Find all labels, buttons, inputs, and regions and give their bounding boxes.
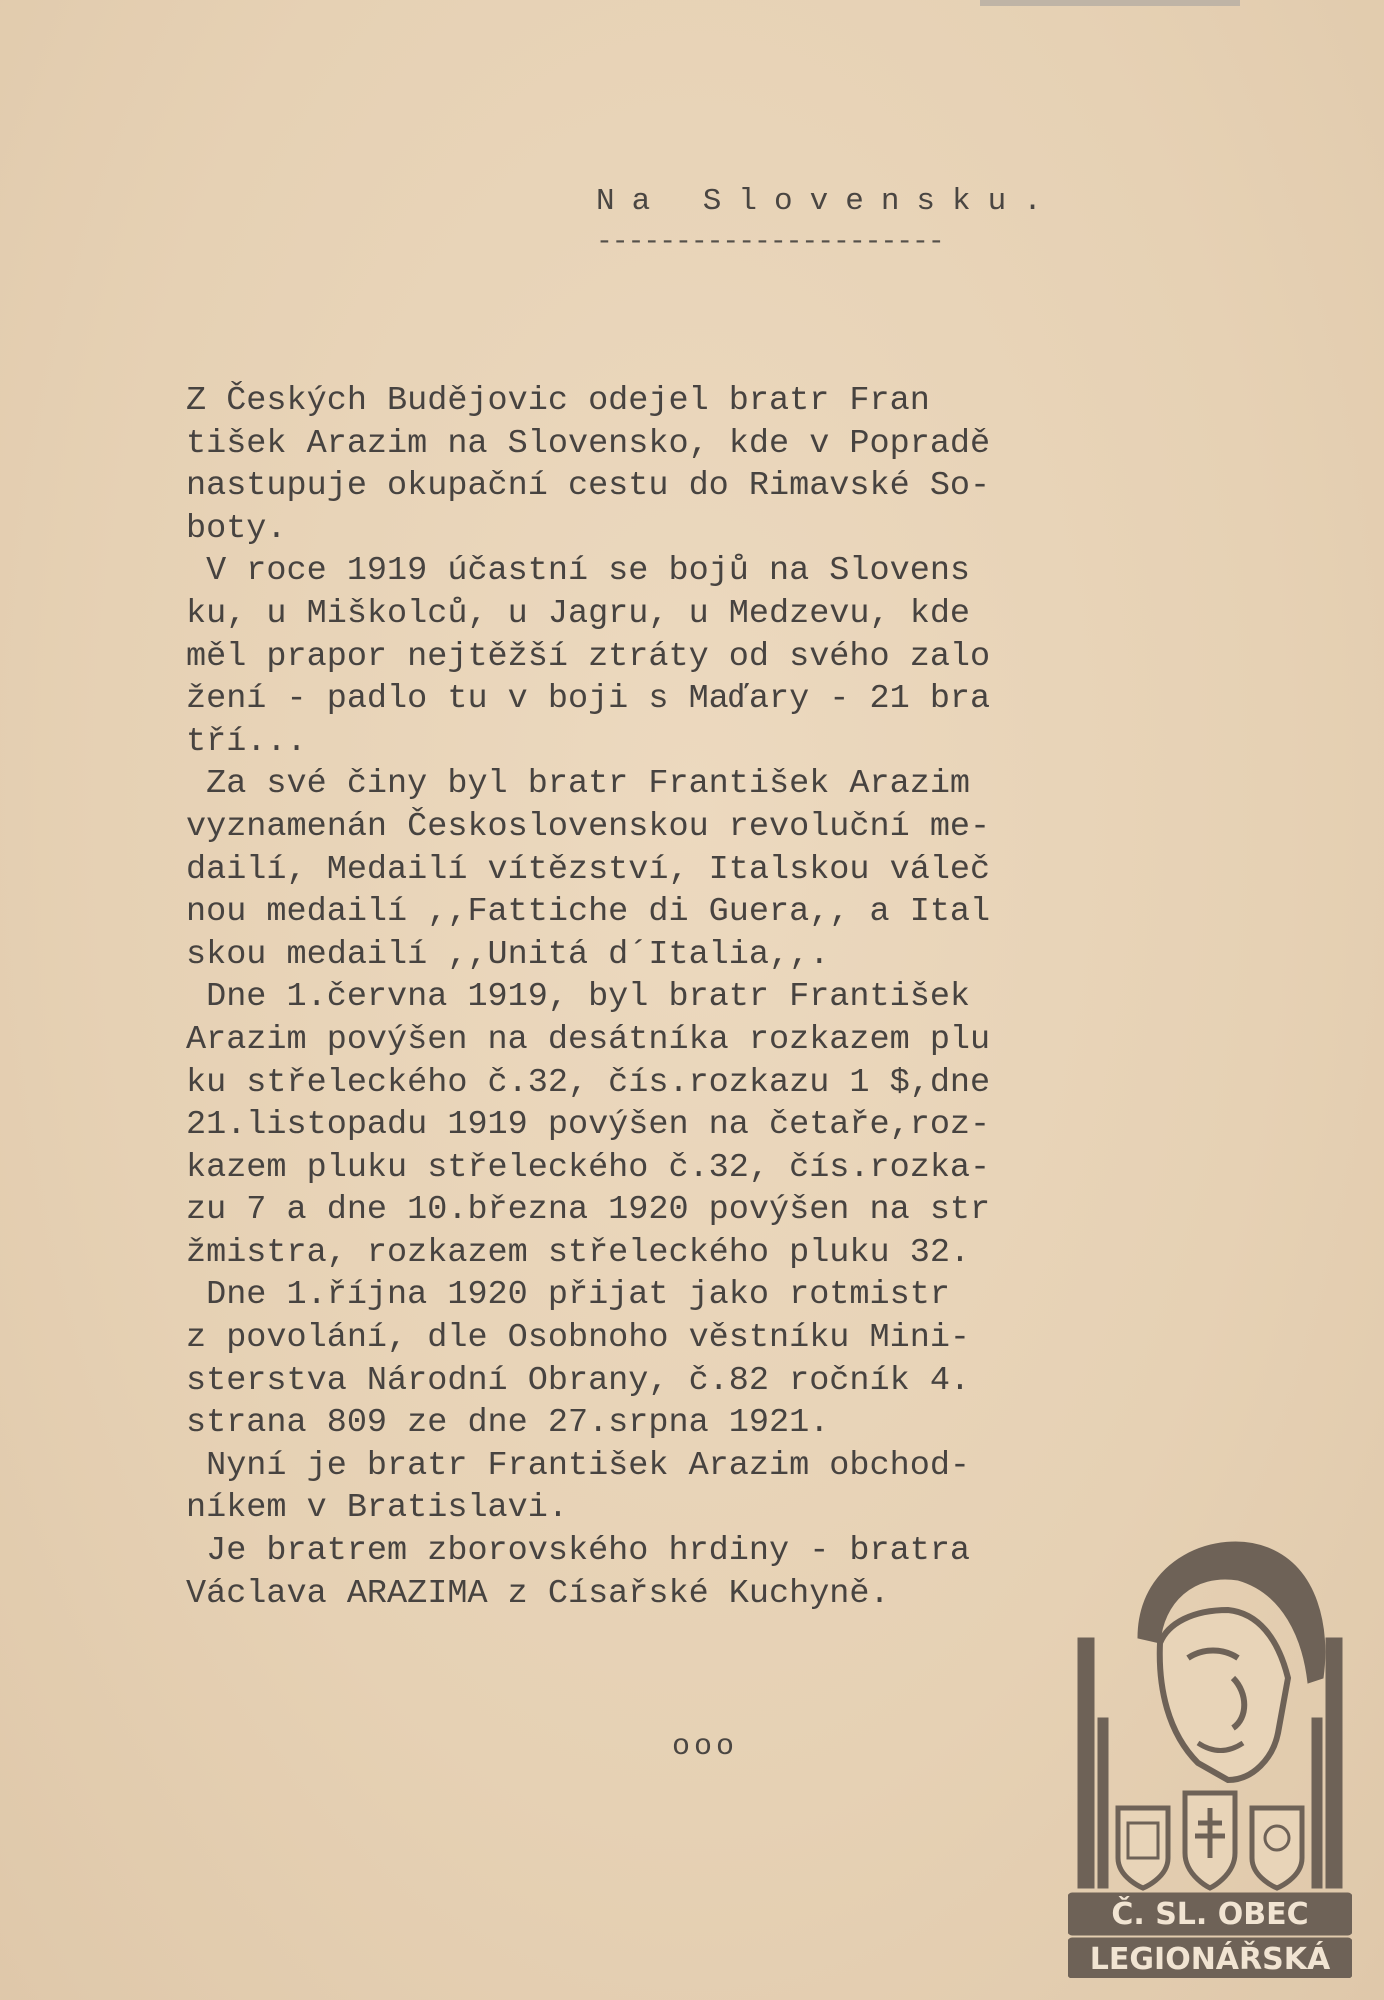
body-line: skou medailí ,,Unitá d´Italia,,. xyxy=(186,935,830,974)
body-line: kazem pluku střeleckého č.32, čís.rozka- xyxy=(186,1148,991,1187)
body-line: níkem v Bratislavi. xyxy=(186,1489,568,1528)
body-line: Arazim povýšen na desátníka rozkazem plu xyxy=(186,1020,991,1059)
body-line: strana 809 ze dne 27.srpna 1921. xyxy=(186,1404,830,1443)
page-title: Na Slovensku. xyxy=(596,184,1059,219)
stamp-text-top: Č. SL. OBEC xyxy=(1111,1897,1309,1932)
body-line: sterstva Národní Obrany, č.82 ročník 4. xyxy=(186,1361,971,1400)
body-line: nou medailí ,,Fattiche di Guera,, a Ital xyxy=(186,893,991,932)
body-line: tří... xyxy=(186,722,307,761)
body-line: Je bratrem zborovského hrdiny - bratra xyxy=(186,1532,971,1571)
body-line: Václava ARAZIMA z Císařské Kuchyně. xyxy=(186,1574,890,1613)
body-line: vyznamenán Československou revoluční me- xyxy=(186,807,991,846)
body-line: měl prapor nejtěžší ztráty od svého zalo xyxy=(186,637,991,676)
body-line: V roce 1919 účastní se bojů na Slovens xyxy=(186,552,971,591)
body-line: Nyní je bratr František Arazim obchod- xyxy=(186,1446,971,1485)
section-end-mark: ooo xyxy=(672,1730,739,1764)
body-line: Dne 1.října 1920 přijat jako rotmistr xyxy=(186,1276,950,1315)
body-line: nastupuje okupační cestu do Rimavské So- xyxy=(186,467,991,506)
body-line: tišek Arazim na Slovensko, kde v Popradě xyxy=(186,424,991,463)
body-line: Za své činy byl bratr František Arazim xyxy=(186,765,971,804)
legion-stamp xyxy=(1068,1518,1352,1978)
body-line: dailí, Medailí vítězství, Italskou váleč xyxy=(186,850,991,889)
body-line: žení - padlo tu v boji s Maďary - 21 bra xyxy=(186,680,991,719)
body-line: ku, u Miškolců, u Jagru, u Medzevu, kde xyxy=(186,594,971,633)
body-line: 21.listopadu 1919 povýšen na četaře,roz- xyxy=(186,1106,991,1145)
body-line: žmistra, rozkazem střeleckého pluku 32. xyxy=(186,1233,971,1272)
body-line: boty. xyxy=(186,509,287,548)
body-line: z povolání, dle Osobnoho věstníku Mini- xyxy=(186,1319,971,1358)
paper-edge xyxy=(980,0,1240,6)
stamp-text-bottom: LEGIONÁŘSKÁ xyxy=(1089,1942,1331,1977)
body-line: Z Českých Budějovic odejel bratr Fran xyxy=(186,382,930,420)
body-line: zu 7 a dne 10.března 1920 povýšen na str xyxy=(186,1191,991,1230)
document-body xyxy=(186,380,1196,1615)
title-underline: ---------------------- xyxy=(596,227,944,258)
body-line: ku střeleckého č.32, čís.rozkazu 1 $,dne xyxy=(186,1063,991,1102)
body-line: Dne 1.června 1919, byl bratr František xyxy=(186,978,971,1017)
